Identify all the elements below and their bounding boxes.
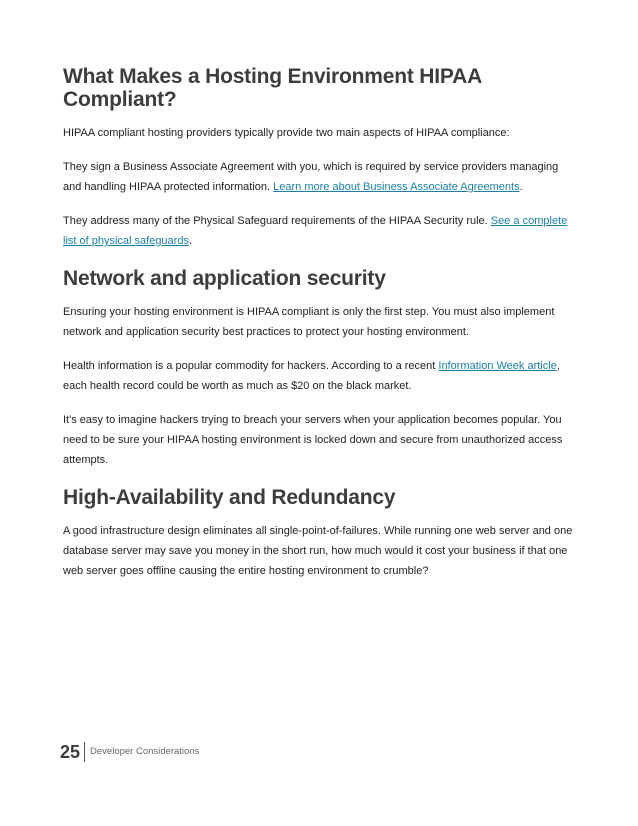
availability-paragraph-1: A good infrastructure design eliminates all single-point-of-failures. While running one web server and one database server may save you money in the short run, how much would it cost your business if that one web server goes offline causing the entire hosting environment to crumble?: [63, 525, 573, 577]
intro-paragraph: HIPAA compliant hosting providers typically provide two main aspects of HIPAA compliance:: [63, 127, 510, 139]
baa-paragraph-end: .: [519, 181, 523, 193]
network-paragraph-2-text: Health information is a popular commodity for hackers. According to a recent: [63, 360, 439, 372]
section-heading-network-security: Network and application security: [63, 267, 386, 290]
safeguards-link[interactable]: See a complete list of physical safeguards: [63, 215, 568, 247]
document-page: [63, 58, 578, 581]
section-heading-high-availability: High-Availability and Redundancy: [63, 486, 396, 509]
page-number: 25: [60, 742, 81, 762]
information-week-link[interactable]: Information Week article: [438, 360, 557, 372]
baa-paragraph-text: They sign a Business Associate Agreement with you, which is required by service providers managing and handling HIPAA protected information.: [63, 161, 559, 193]
page-footer: [60, 741, 199, 763]
baa-paragraph: [63, 157, 578, 197]
footer-section-label: Developer Considerations: [90, 746, 200, 757]
safeguards-paragraph-text: They address many of the Physical Safeguard requirements of the HIPAA Security rule.: [63, 215, 491, 227]
section-heading-hipaa-compliant: What Makes a Hosting Environment HIPAA Compliant?: [63, 65, 482, 111]
network-paragraph-1: Ensuring your hosting environment is HIPAA compliant is only the first step. You must also implement network and application security best practices to protect your hosting environment.: [63, 306, 555, 338]
network-paragraph-2-end: , each health record could be worth as much as $20 on the black market.: [63, 360, 560, 392]
network-paragraph-3: It's easy to imagine hackers trying to breach your servers when your application becomes popular. You need to be sure your HIPAA hosting environment is locked down and secure from unauthorized access attempts.: [63, 414, 563, 466]
footer-divider: [84, 742, 85, 762]
network-paragraph-2: [63, 356, 578, 396]
baa-link[interactable]: Learn more about Business Associate Agreements: [273, 181, 520, 193]
safeguards-paragraph: [63, 211, 578, 251]
safeguards-paragraph-end: .: [188, 235, 193, 247]
